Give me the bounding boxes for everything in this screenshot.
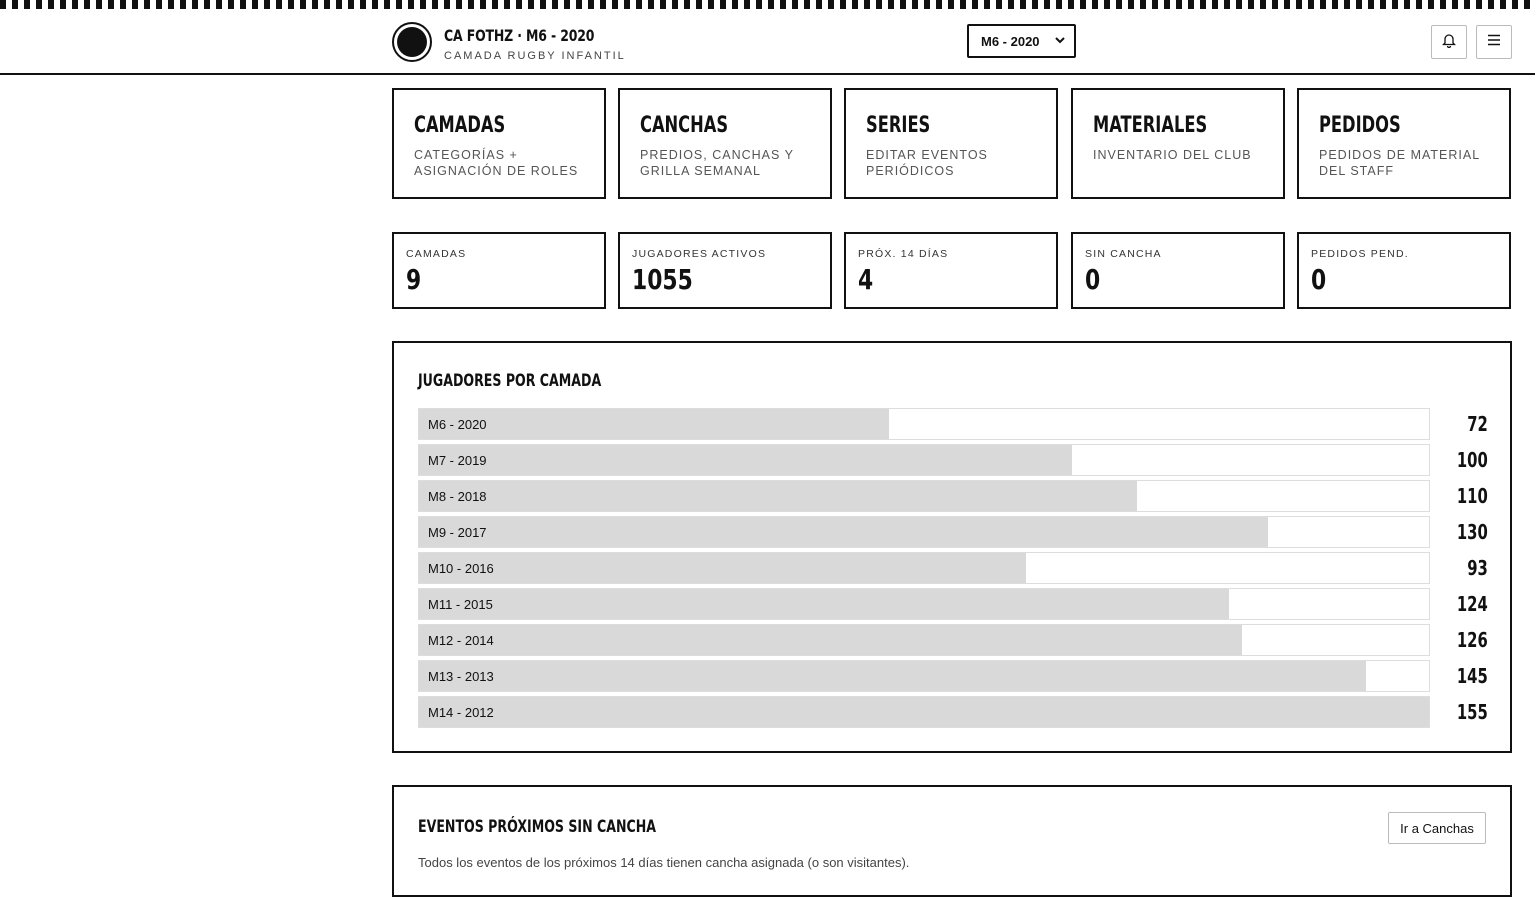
bar-track: [418, 480, 1430, 512]
bar-label: M10 - 2016: [428, 561, 494, 576]
stat-label: PRÓX. 14 DÍAS: [858, 248, 949, 260]
stat-card-pedidos-pendientes: [1297, 232, 1511, 309]
hamburger-menu-icon: [1487, 33, 1501, 51]
bar-label: M6 - 2020: [428, 417, 487, 432]
club-title: CA FOTHZ · M6 - 2020: [444, 26, 595, 45]
bar-track: [418, 552, 1430, 584]
bar-track: [418, 444, 1430, 476]
bar-track: [418, 516, 1430, 548]
nav-card-pedidos[interactable]: [1297, 88, 1511, 199]
nav-card-materiales[interactable]: [1071, 88, 1285, 199]
bar-track: [418, 624, 1430, 656]
bell-icon: [1442, 32, 1456, 53]
stat-value: 0: [1085, 263, 1101, 296]
bar-value: 145: [1457, 664, 1488, 688]
nav-card-description: PEDIDOS DE MATERIAL DEL STAFF: [1319, 148, 1480, 178]
top-bar: [0, 9, 1535, 75]
events-status-message: Todos los eventos de los próximos 14 días tienen cancha asignada (o son visitantes).: [418, 855, 910, 870]
nav-card-camadas[interactable]: [392, 88, 606, 199]
nav-card-description: INVENTARIO DEL CLUB: [1093, 148, 1252, 162]
stat-value: 9: [406, 263, 422, 296]
bar-row: [418, 516, 1488, 548]
bar-value: 126: [1457, 628, 1488, 652]
stat-card-camadas: [392, 232, 606, 309]
stat-label: CAMADAS: [406, 248, 467, 260]
bar-track: [418, 696, 1430, 728]
stat-label: JUGADORES ACTIVOS: [632, 248, 767, 260]
bar-fill: [419, 409, 889, 439]
stat-value: 1055: [632, 263, 693, 296]
panel-title: JUGADORES POR CAMADA: [418, 371, 602, 391]
bar-label: M12 - 2014: [428, 633, 494, 648]
bar-row: [418, 660, 1488, 692]
bar-fill: [419, 481, 1137, 511]
bar-fill: [419, 661, 1366, 691]
bar-label: M13 - 2013: [428, 669, 494, 684]
nav-card-title: PEDIDOS: [1319, 113, 1401, 138]
bar-fill: [419, 553, 1026, 583]
nav-card-title: MATERIALES: [1093, 113, 1208, 138]
bar-row: [418, 444, 1488, 476]
bar-row: [418, 624, 1488, 656]
bar-row: [418, 696, 1488, 728]
bar-track: [418, 660, 1430, 692]
nav-card-canchas[interactable]: [618, 88, 832, 199]
bar-track: [418, 408, 1430, 440]
bar-fill: [419, 589, 1229, 619]
stat-card-jugadores-activos: [618, 232, 832, 309]
bar-fill: [419, 625, 1242, 655]
stat-card-proximos-14-dias: [844, 232, 1058, 309]
bar-label: M9 - 2017: [428, 525, 487, 540]
nav-card-title: CANCHAS: [640, 113, 729, 138]
club-subtitle: CAMADA RUGBY INFANTIL: [444, 50, 626, 62]
bar-value: 155: [1457, 700, 1488, 724]
stat-value: 0: [1311, 263, 1327, 296]
nav-card-series[interactable]: [844, 88, 1058, 199]
club-logo[interactable]: [392, 22, 432, 62]
club-logo-emblem: [397, 27, 427, 57]
bar-fill: [419, 445, 1072, 475]
nav-card-description: PREDIOS, CANCHAS Y GRILLA SEMANAL: [640, 148, 794, 178]
stat-label: PEDIDOS PEND.: [1311, 248, 1409, 260]
nav-card-title: CAMADAS: [414, 113, 506, 138]
camada-select-value: M6 - 2020: [981, 33, 1040, 49]
nav-card-title: SERIES: [866, 113, 931, 138]
bar-label: M11 - 2015: [428, 597, 493, 612]
camada-select[interactable]: [967, 24, 1076, 58]
stat-value: 4: [858, 263, 874, 296]
panel-title: EVENTOS PRÓXIMOS SIN CANCHA: [418, 817, 657, 837]
bar-value: 124: [1457, 592, 1488, 616]
stat-label: SIN CANCHA: [1085, 248, 1162, 260]
bar-row: [418, 408, 1488, 440]
bar-value: 130: [1457, 520, 1488, 544]
chevron-down-icon: [1054, 34, 1066, 49]
bar-value: 100: [1457, 448, 1488, 472]
bar-label: M8 - 2018: [428, 489, 487, 504]
stat-card-sin-cancha: [1071, 232, 1285, 309]
bar-value: 110: [1457, 484, 1488, 508]
nav-card-description: CATEGORÍAS + ASIGNACIÓN DE ROLES: [414, 148, 579, 178]
players-per-camada-panel: [392, 341, 1512, 753]
bar-row: [418, 480, 1488, 512]
events-without-field-panel: [392, 785, 1512, 897]
nav-card-description: EDITAR EVENTOS PERIÓDICOS: [866, 148, 988, 178]
bar-row: [418, 552, 1488, 584]
bar-value: 72: [1467, 412, 1488, 436]
bar-label: M14 - 2012: [428, 705, 494, 720]
bar-row: [418, 588, 1488, 620]
notifications-button[interactable]: [1431, 25, 1467, 59]
bar-fill: [419, 517, 1268, 547]
bar-label: M7 - 2019: [428, 453, 487, 468]
bar-value: 93: [1467, 556, 1488, 580]
bar-track: [418, 588, 1430, 620]
bar-fill: [419, 697, 1430, 727]
decorative-checker-strip: [0, 0, 1535, 9]
menu-button[interactable]: [1476, 25, 1512, 59]
go-to-canchas-button[interactable]: Ir a Canchas: [1388, 812, 1486, 844]
